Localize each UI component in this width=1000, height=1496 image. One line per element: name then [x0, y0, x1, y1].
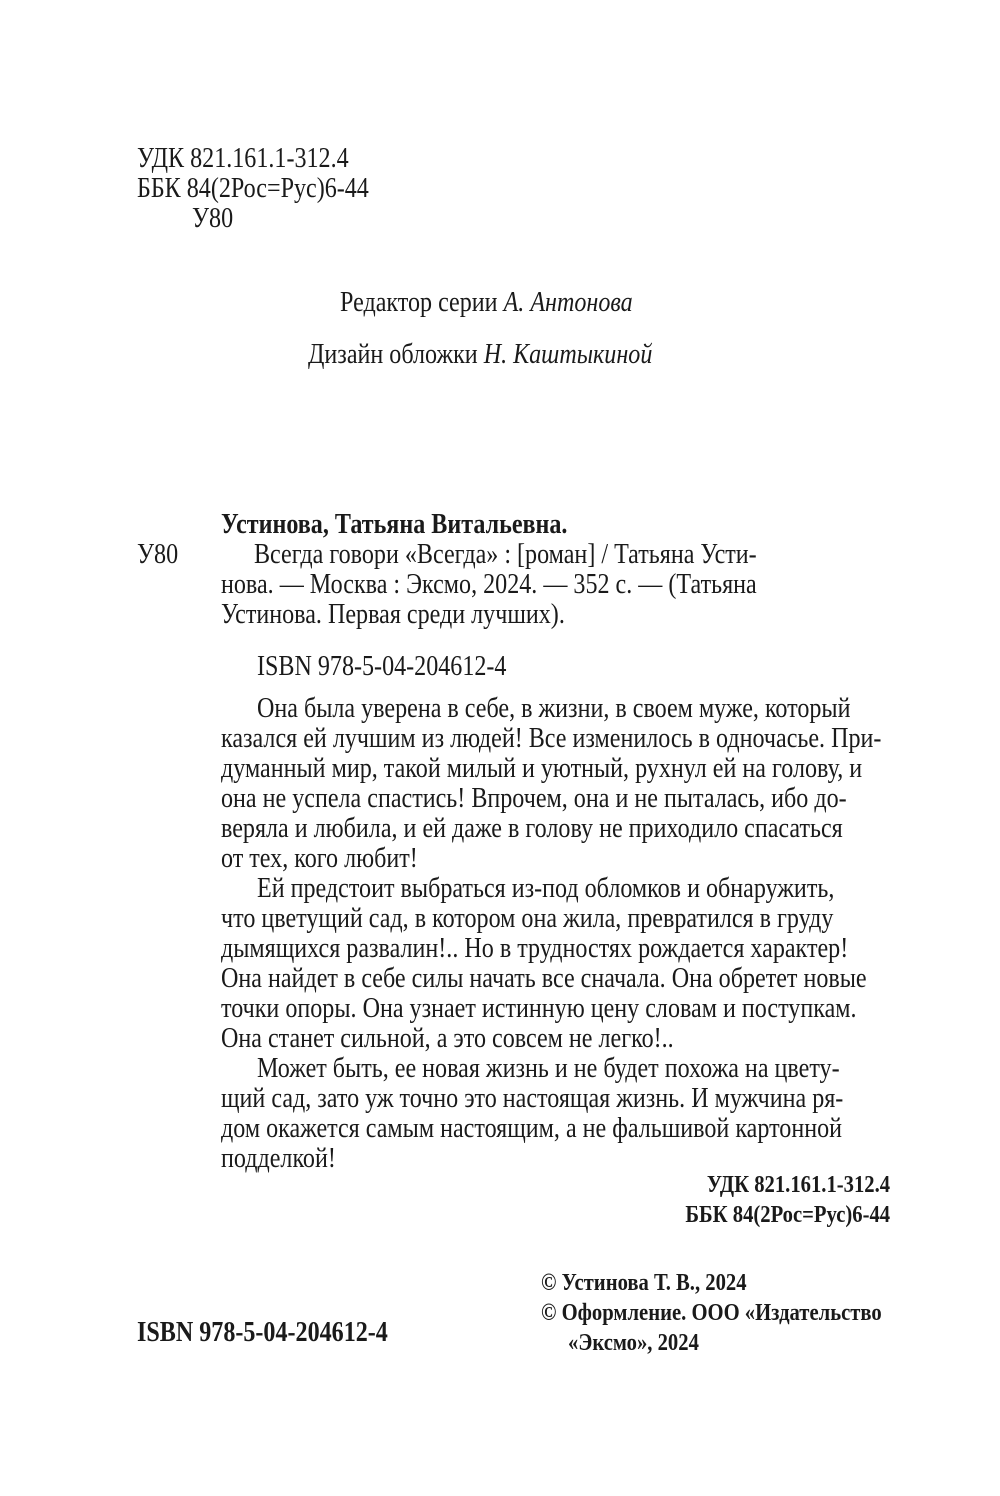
annotation-line: Она станет сильной, а это совсем не легко!.. — [221, 1023, 674, 1054]
annotation-line: что цветущий сад, в котором она жила, превратился в груду — [221, 903, 834, 934]
annotation-line: подделкой! — [221, 1143, 336, 1174]
annotation-line: Может быть, ее новая жизнь и не будет похожа на цвету- — [257, 1053, 840, 1084]
cover-design: Дизайн обложки Н. Каштыкиной — [308, 339, 653, 370]
catalog-description-line: Устинова. Первая среди лучших). — [221, 599, 565, 630]
copyright-author: © Устинова Т. В., 2024 — [541, 1270, 747, 1296]
catalog-author-heading: Устинова, Татьяна Витальевна. — [221, 509, 568, 540]
isbn-footer: ISBN 978-5-04-204612-4 — [137, 1317, 388, 1348]
annotation-line: думанный мир, такой милый и уютный, рухнул ей на голову, и — [221, 753, 863, 784]
annotation-line: она не успела спастись! Впрочем, она и не пыталась, ибо до- — [221, 783, 847, 814]
annotation-line: Ей предстоит выбраться из-под обломков и обнаружить, — [257, 873, 835, 904]
annotation-line: от тех, кого любит! — [221, 843, 418, 874]
catalog-description-line: Всегда говори «Всегда» : [роман] / Татьяна Усти- — [254, 539, 757, 570]
copyright-publisher: «Эксмо», 2024 — [568, 1330, 699, 1356]
catalog-isbn: ISBN 978-5-04-204612-4 — [257, 651, 507, 682]
copyright-design: © Оформление. ООО «Издательство — [541, 1300, 882, 1326]
annotation-line: Она была уверена в себе, в жизни, в своем муже, который — [257, 693, 851, 724]
annotation-line: дом окажется самым настоящим, а не фальшивой картонной — [221, 1113, 843, 1144]
catalog-author-mark: У80 — [137, 539, 179, 570]
catalog-description-line: нова. — Москва : Эксмо, 2024. — 352 с. — (Татьяна — [221, 569, 757, 600]
annotation-line: точки опоры. Она узнает истинную цену словам и поступкам. — [221, 993, 857, 1024]
annotation-line: Она найдет в себе силы начать все сначала. Она обретет новые — [221, 963, 867, 994]
bbk-code: ББК 84(2Рос=Рус)6-44 — [137, 173, 369, 204]
annotation-line: казался ей лучшим из людей! Все изменилось в одночасье. При- — [221, 723, 882, 754]
series-editor: Редактор серии А. Антонова — [340, 287, 633, 318]
footer-udk-code: УДК 821.161.1-312.4 — [706, 1172, 890, 1198]
udk-code: УДК 821.161.1-312.4 — [137, 143, 349, 174]
annotation-line: дымящихся развалин!.. Но в трудностях рождается характер! — [221, 933, 849, 964]
annotation-line: веряла и любила, и ей даже в голову не приходило спасаться — [221, 813, 843, 844]
annotation-line: щий сад, зато уж точно это настоящая жизнь. И мужчина ря- — [221, 1083, 844, 1114]
footer-bbk-code: ББК 84(2Рос=Рус)6-44 — [685, 1202, 890, 1228]
author-mark: У80 — [192, 203, 234, 234]
